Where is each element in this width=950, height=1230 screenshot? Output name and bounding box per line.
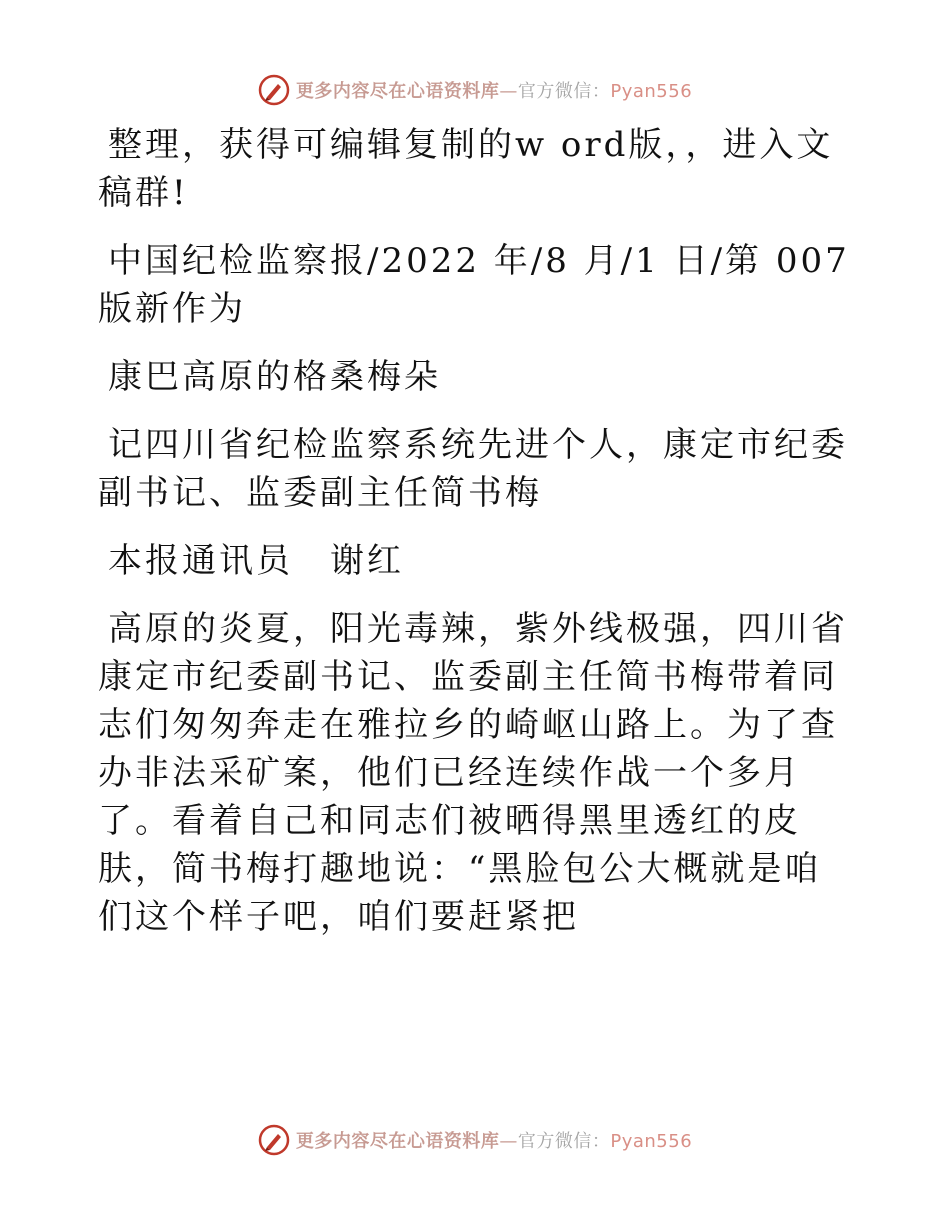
header-watermark: [0, 70, 950, 110]
footer-watermark: [0, 1120, 950, 1160]
article-subtitle: 记四川省纪检监察系统先进个人，康定市纪委副书记、监委副主任简书梅: [98, 425, 848, 513]
source-line: 中国纪检监察报/2022 年/8 月/1 日/第 007 版新作为: [98, 241, 850, 329]
article-title: 康巴高原的格桑梅朵: [108, 357, 441, 397]
intro-paragraph: 整理，获得可编辑复制的w ord版，，进入文稿群!: [98, 125, 834, 213]
document-body: [98, 121, 850, 961]
byline: 本报通讯员 谢红: [108, 541, 404, 581]
pen-logo-icon: [258, 74, 290, 106]
body-paragraph: 高原的炎夏，阳光毒辣，紫外线极强，四川省康定市纪委副书记、监委副主任简书梅带着同志们匆匆奔走在雅拉乡的崎岖山路上。为了查办非法采矿案，他们已经连续作战一个多月了。看着自己和同志们被晒得黑里透红的皮肤，简书梅打趣地说：“黑脸包公大概就是咱们这个样子吧，咱们要赶紧把: [98, 609, 848, 937]
watermark-text: 更多内容尽在心语资料库—官方微信：Pyan556: [295, 1131, 693, 1152]
pen-logo-icon: [258, 1124, 290, 1156]
watermark-text: 更多内容尽在心语资料库—官方微信：Pyan556: [295, 81, 693, 102]
